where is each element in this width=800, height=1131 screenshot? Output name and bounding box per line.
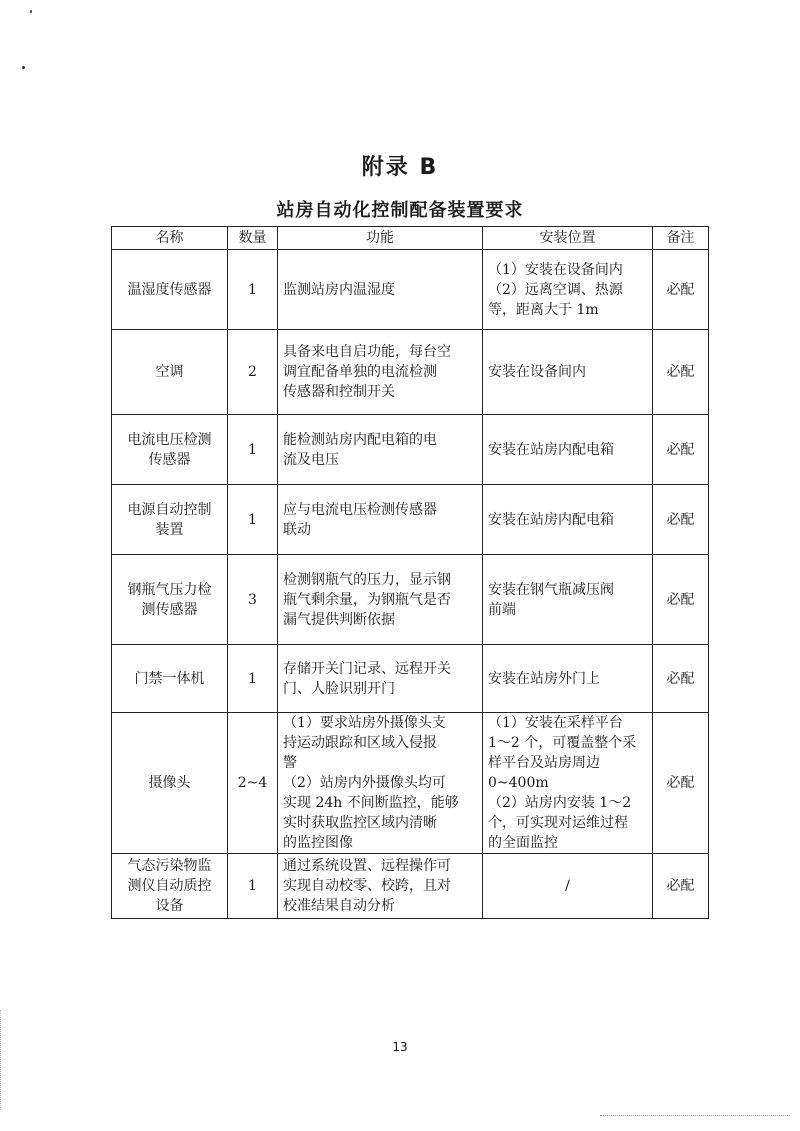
- table-body: [112, 250, 709, 919]
- cell-note: 必配: [653, 330, 709, 415]
- cell-loc-line: 1～2 个，可覆盖整个采: [488, 735, 637, 751]
- cell-func: [278, 330, 483, 415]
- cell-loc-line: /: [565, 878, 570, 894]
- cell-func-line: 调宜配备单独的电流检测: [283, 364, 437, 380]
- cell-qty: 2~4: [228, 713, 278, 854]
- table-row: [112, 415, 709, 485]
- header-qty: 数量: [228, 227, 278, 250]
- table-row: [112, 250, 709, 330]
- cell-loc-line: （2）站房内安装 1～2: [488, 795, 632, 811]
- cell-name: [112, 415, 228, 485]
- cell-func-line: 具备来电自启功能，每台空: [283, 344, 451, 360]
- cell-loc-line: （1）安装在采样平台: [488, 715, 623, 731]
- appendix-title: 附录 B: [361, 155, 439, 180]
- cell-loc-line: 安装在站房外门上: [488, 670, 600, 687]
- cell-qty: 1: [228, 415, 278, 485]
- cell-func-line: 校准结果自动分析: [283, 898, 395, 914]
- cell-func-line: 实现 24h 不间断监控，能够: [283, 795, 459, 811]
- cell-name-line: 温湿度传感器: [127, 281, 212, 298]
- cell-qty: 1: [228, 854, 278, 919]
- cell-name: [112, 645, 228, 713]
- cell-func-line: 瓶气剩余量，为钢瓶气是否: [283, 591, 451, 608]
- cell-name-line: 钢瓶气压力检: [127, 581, 212, 598]
- cell-name: [112, 250, 228, 330]
- cell-func-line: 联动: [283, 521, 311, 538]
- cell-loc: [483, 555, 653, 645]
- scan-edge-mark: [0, 1010, 5, 1110]
- cell-func-line: 检测钢瓶气的压力，显示钢: [283, 571, 451, 588]
- cell-loc: [483, 854, 653, 919]
- header-func: 功能: [278, 227, 483, 250]
- cell-name-line: 装置: [155, 521, 184, 538]
- cell-loc-line: 安装在钢气瓶减压阀: [488, 581, 614, 598]
- table-row: [112, 713, 709, 854]
- table-row: [112, 555, 709, 645]
- cell-loc-line: 安装在站房内配电箱: [488, 441, 614, 458]
- cell-loc-line: 0~400m: [488, 775, 549, 791]
- cell-note: 必配: [653, 555, 709, 645]
- table-header-row: [112, 227, 709, 250]
- cell-func: [278, 415, 483, 485]
- cell-func-line: 存储开关门记录、远程开关: [283, 660, 451, 677]
- table-row: [112, 854, 709, 919]
- cell-func-line: 漏气提供判断依据: [283, 611, 395, 628]
- scan-speck: [22, 66, 25, 69]
- cell-func: [278, 645, 483, 713]
- cell-func: [278, 555, 483, 645]
- cell-name-line: 门禁一体机: [134, 670, 205, 687]
- cell-func: [278, 250, 483, 330]
- cell-name: [112, 555, 228, 645]
- cell-qty: 1: [228, 645, 278, 713]
- cell-func-line: 应与电流电压检测传感器: [283, 501, 437, 518]
- cell-name: [112, 854, 228, 919]
- cell-name: [112, 330, 228, 415]
- header-note: 备注: [653, 227, 709, 250]
- cell-name-line: 空调: [155, 364, 184, 380]
- cell-loc-line: 前端: [488, 601, 516, 618]
- cell-func: [278, 713, 483, 854]
- scan-bottom-mark: [600, 1115, 790, 1118]
- cell-func-line: 实现自动校零、校跨，且对: [283, 878, 451, 894]
- cell-qty: 2: [228, 330, 278, 415]
- cell-loc: [483, 485, 653, 555]
- cell-func-line: 门、人脸识别开门: [283, 680, 395, 697]
- cell-loc: [483, 645, 653, 713]
- cell-func-line: 持运动跟踪和区域入侵报: [283, 735, 437, 751]
- cell-loc-line: 等，距离大于 1m: [488, 301, 599, 318]
- scan-speck: [30, 10, 32, 13]
- cell-note: 必配: [653, 485, 709, 555]
- cell-loc-line: 样平台及站房周边: [488, 755, 600, 771]
- cell-func-line: （2）站房内外摄像头均可: [283, 775, 446, 791]
- cell-name-line: 设备: [155, 898, 184, 914]
- cell-func: [278, 485, 483, 555]
- cell-loc: [483, 713, 653, 854]
- cell-func-line: 的监控图像: [283, 835, 353, 851]
- cell-qty: 3: [228, 555, 278, 645]
- cell-func-line: 传感器和控制开关: [283, 384, 395, 400]
- equipment-requirements-table: [111, 226, 709, 919]
- cell-note: 必配: [653, 713, 709, 854]
- table-row: [112, 645, 709, 713]
- cell-loc-line: （1）安装在设备间内: [488, 261, 623, 278]
- cell-note: 必配: [653, 645, 709, 713]
- cell-name-line: 测传感器: [141, 601, 198, 618]
- cell-name-line: 电源自动控制: [127, 501, 212, 518]
- table-row: [112, 485, 709, 555]
- table-title: 站房自动化控制配备装置要求: [276, 200, 524, 221]
- cell-loc-line: 安装在站房内配电箱: [488, 511, 614, 528]
- cell-qty: 1: [228, 250, 278, 330]
- header-name: 名称: [112, 227, 228, 250]
- page-number: 13: [392, 1040, 408, 1054]
- cell-func-line: 警: [283, 755, 297, 771]
- cell-note: 必配: [653, 250, 709, 330]
- cell-name-line: 传感器: [148, 451, 191, 468]
- cell-name: [112, 713, 228, 854]
- cell-loc-line: （2）远离空调、热源: [488, 281, 623, 298]
- cell-func-line: 监测站房内温湿度: [283, 281, 395, 298]
- cell-qty: 1: [228, 485, 278, 555]
- cell-func-line: 通过系统设置、远程操作可: [283, 858, 451, 874]
- cell-func-line: 能检测站房内配电箱的电: [283, 431, 437, 448]
- cell-func-line: （1）要求站房外摄像头支: [283, 715, 446, 731]
- cell-loc-line: 安装在设备间内: [488, 364, 586, 380]
- cell-note: 必配: [653, 854, 709, 919]
- cell-loc-line: 个，可实现对运维过程: [488, 815, 628, 831]
- cell-loc-line: 的全面监控: [488, 835, 558, 851]
- cell-func-line: 流及电压: [283, 451, 339, 468]
- cell-func: [278, 854, 483, 919]
- cell-loc: [483, 250, 653, 330]
- header-loc: 安装位置: [483, 227, 653, 250]
- cell-loc: [483, 330, 653, 415]
- cell-name-line: 电流电压检测: [127, 431, 212, 448]
- cell-name-line: 气态污染物监: [127, 858, 212, 874]
- cell-name: [112, 485, 228, 555]
- cell-func-line: 实时获取监控区域内清晰: [283, 815, 437, 831]
- cell-name-line: 测仪自动质控: [127, 878, 212, 894]
- cell-name-line: 摄像头: [148, 775, 191, 791]
- table-row: [112, 330, 709, 415]
- cell-note: 必配: [653, 415, 709, 485]
- cell-loc: [483, 415, 653, 485]
